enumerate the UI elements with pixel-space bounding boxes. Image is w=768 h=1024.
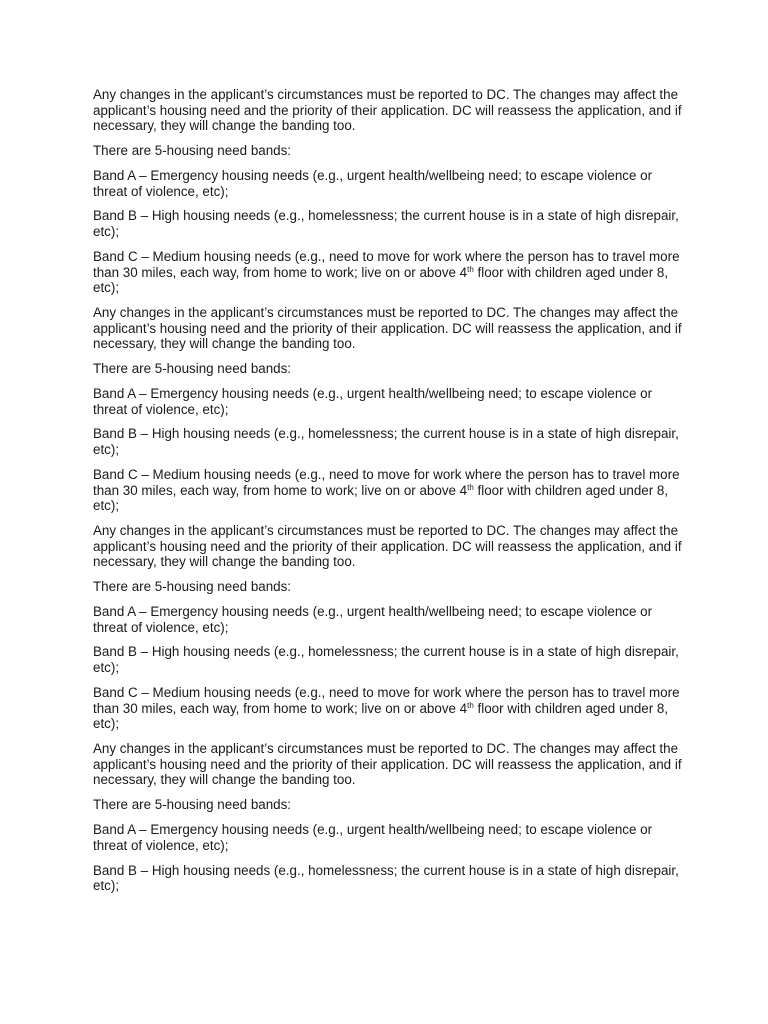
band-c-text: Band C – Medium housing needs (e.g., need to move for work where the person has to travel more than 30 miles, each way, from home to work; live on or above 4: [93, 248, 680, 280]
ordinal-suffix: th: [467, 482, 474, 492]
band-c-paragraph: [93, 249, 683, 296]
bands-intro: There are 5-housing need bands:: [93, 143, 292, 159]
band-c-paragraph: [93, 685, 683, 732]
bands-intro: There are 5-housing need bands:: [93, 797, 292, 813]
changes-paragraph: Any changes in the applicant’s circumstances must be reported to DC. The changes may affect the applicant’s housing need and the priority of their application. DC will reassess the application, and if necessary, they will change the banding too.: [93, 87, 682, 134]
band-c-paragraph: [93, 467, 683, 514]
band-b-paragraph: Band B – High housing needs (e.g., homelessness; the current house is in a state of high disrepair, etc);: [93, 208, 679, 240]
band-c-text: Band C – Medium housing needs (e.g., need to move for work where the person has to travel more than 30 miles, each way, from home to work; live on or above 4: [93, 684, 680, 716]
band-c-text-end: floor with children aged under 8, etc);: [93, 264, 669, 296]
band-a-paragraph: Band A – Emergency housing needs (e.g., urgent health/wellbeing need; to escape violence or threat of violence, etc);: [93, 822, 653, 853]
band-c-text: Band C – Medium housing needs (e.g., need to move for work where the person has to travel more than 30 miles, each way, from home to work; live on or above 4: [93, 466, 680, 498]
band-a-paragraph: Band A – Emergency housing needs (e.g., urgent health/wellbeing need; to escape violence or threat of violence, etc);: [93, 167, 653, 199]
document-body: [93, 87, 683, 903]
ordinal-suffix: th: [467, 700, 474, 710]
band-a-paragraph: Band A – Emergency housing needs (e.g., urgent health/wellbeing need; to escape violence or threat of violence, etc);: [93, 385, 653, 417]
band-b-paragraph: Band B – High housing needs (e.g., homelessness; the current house is in a state of high disrepair, etc);: [93, 426, 679, 458]
bands-intro: There are 5-housing need bands:: [93, 361, 292, 377]
band-c-text-end: floor with children aged under 8, etc);: [93, 700, 669, 732]
band-b-paragraph: Band B – High housing needs (e.g., homelessness; the current house is in a state of high disrepair, etc);: [93, 644, 679, 676]
bands-intro: There are 5-housing need bands:: [93, 579, 292, 595]
band-a-paragraph: Band A – Emergency housing needs (e.g., urgent health/wellbeing need; to escape violence or threat of violence, etc);: [93, 604, 653, 635]
band-c-text-end: floor with children aged under 8, etc);: [93, 482, 669, 514]
ordinal-suffix: th: [467, 264, 474, 274]
changes-paragraph: Any changes in the applicant’s circumstances must be reported to DC. The changes may affect the applicant’s housing need and the priority of their application. DC will reassess the application, and if necessary, they will change the banding too.: [93, 305, 682, 352]
changes-paragraph: Any changes in the applicant’s circumstances must be reported to DC. The changes may affect the applicant’s housing need and the priority of their application. DC will reassess the application, and if necessary, they will change the banding too.: [93, 523, 682, 570]
changes-paragraph: Any changes in the applicant’s circumstances must be reported to DC. The changes may affect the applicant’s housing need and the priority of their application. DC will reassess the application, and if necessary, they will change the banding too.: [93, 741, 682, 788]
band-b-paragraph: Band B – High housing needs (e.g., homelessness; the current house is in a state of high disrepair, etc);: [93, 862, 679, 894]
